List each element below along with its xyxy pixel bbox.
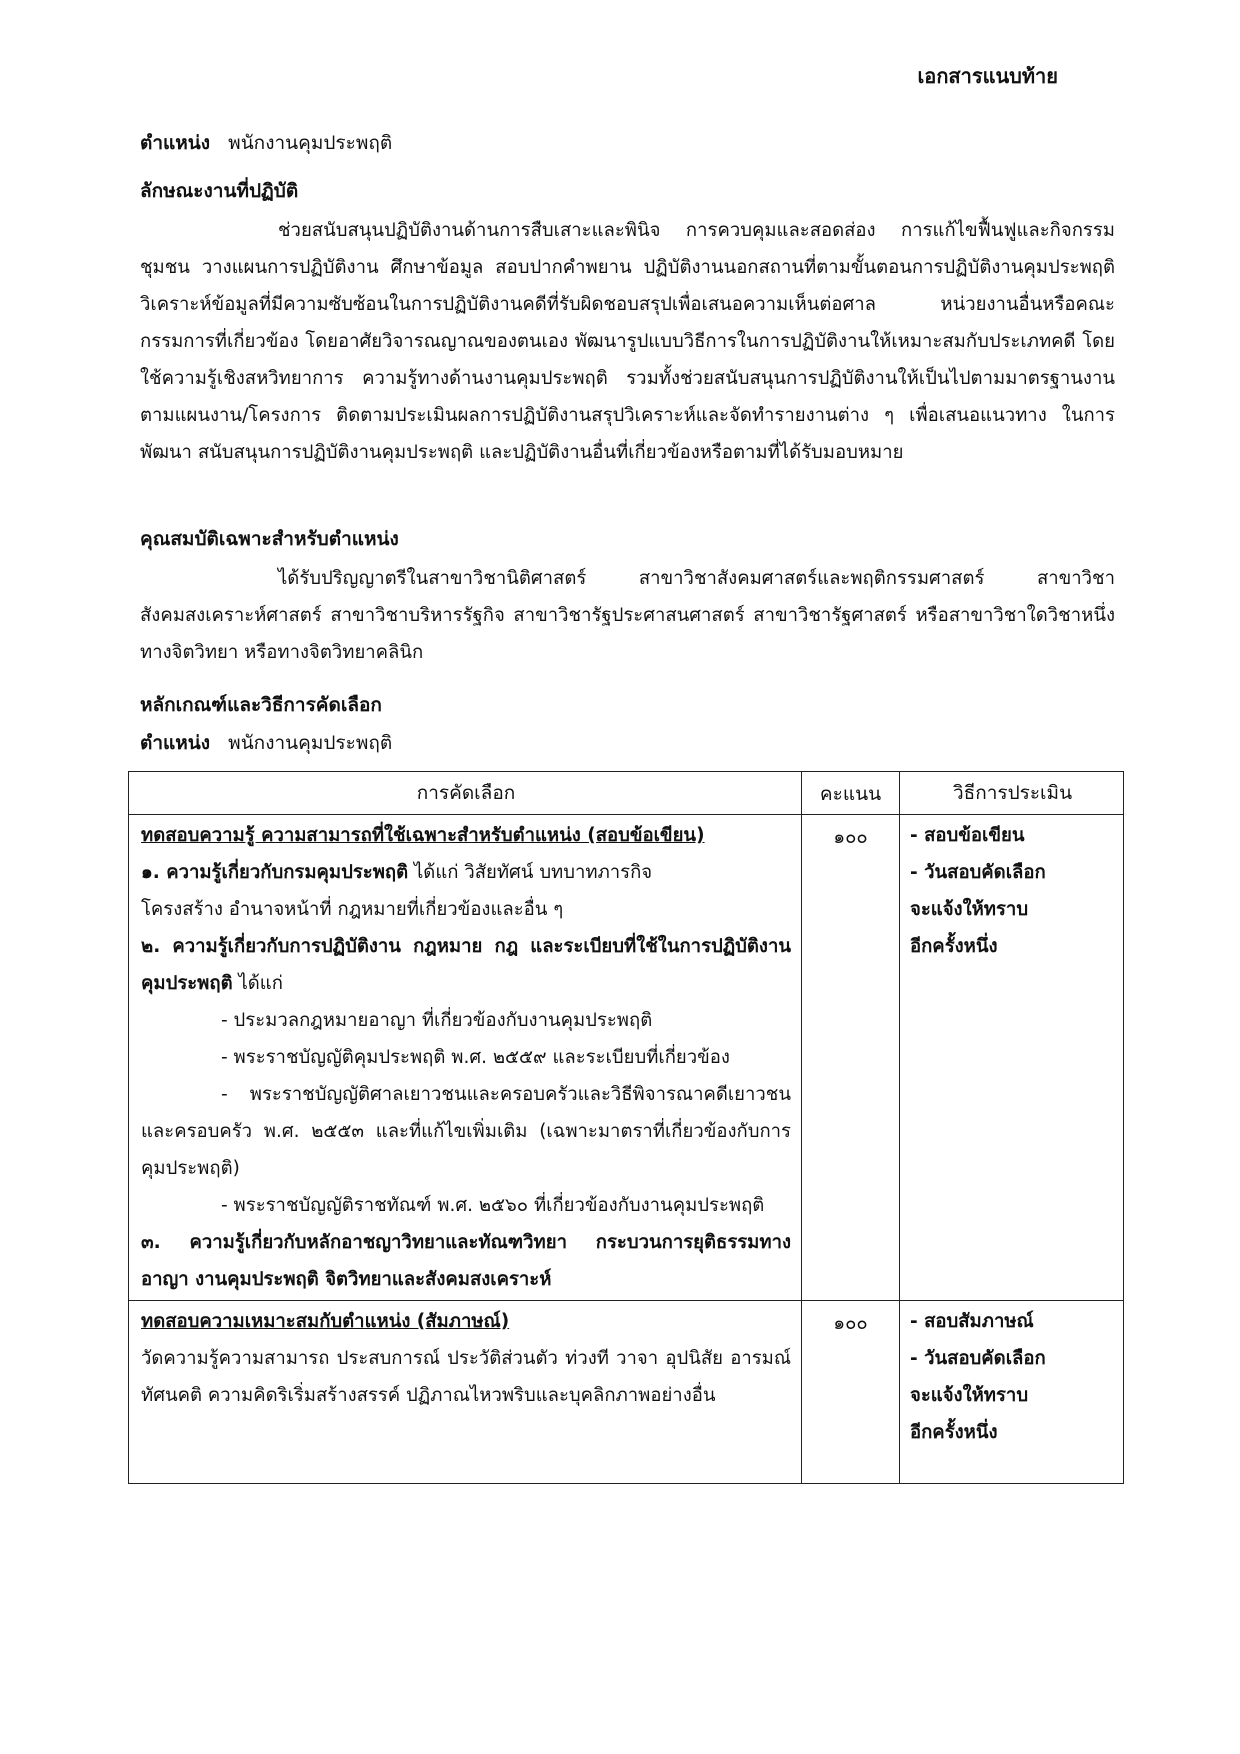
item1-rest: ได้แก่ วิสัยทัศน์ บทบาทภารกิจ <box>408 862 653 883</box>
method-line: จะแจ้งให้ทราบ <box>910 1385 1029 1406</box>
item1-title: ๑. ความรู้เกี่ยวกับกรมคุมประพฤติ <box>141 862 409 883</box>
item1 <box>141 854 791 891</box>
interview-cell <box>129 1301 802 1484</box>
written-exam-title: ทดสอบความรู้ ความสามารถที่ใช้เฉพาะสำหรับตำแหน่ง (สอบข้อเขียน) <box>141 825 705 846</box>
item3: ๓. ความรู้เกี่ยวกับหลักอาชญาวิทยาและทัณฑวิทยา กระบวนการยุติธรรมทางอาญา งานคุมประพฤติ จิตวิทยาและสังคมสงเคราะห์ <box>141 1232 791 1290</box>
criteria-heading: หลักเกณฑ์และวิธีการคัดเลือก <box>140 694 382 716</box>
method-line: จะแจ้งให้ทราบ <box>910 899 1029 920</box>
qualifications-heading: คุณสมบัติเฉพาะสำหรับตำแหน่ง <box>140 528 399 550</box>
header-method: วิธีการประเมิน <box>900 772 1124 815</box>
position-line <box>140 128 392 158</box>
method-line: - วันสอบคัดเลือก <box>910 1348 1046 1369</box>
table-row <box>129 815 1124 1301</box>
criteria-position-value: พนักงานคุมประพฤติ <box>228 732 393 754</box>
duties-text: ช่วยสนับสนุนปฏิบัติงานด้านการสืบเสาะและพินิจ การควบคุมและสอดส่อง การแก้ไขฟื้นฟูและกิจกรรมชุมชน วางแผนการปฏิบัติงาน ศึกษาข้อมูล สอบปากคำพยาน ปฏิบัติงานนอกสถานที่ตามขั้นตอนการปฏิบัติงานคุมประพฤติ วิเคราะห์ข้อมูลที่มีความซับซ้อนในการปฏิบัติงานคดีที่รับผิดชอบสรุปเพื่อเสนอความเห็นต่อศาล หน่วยงานอื่นหรือคณะกรรมการที่เกี่ยวข้อง โดยอาศัยวิจารณญาณของตนเอง พัฒนารูปแบบวิธีการในการปฏิบัติงานให้เหมาะสมกับประเภทคดี โดยใช้ความรู้เชิงสหวิทยาการ ความรู้ทางด้านงานคุมประพฤติ รวมทั้งช่วยสนับสนุนการปฏิบัติงานให้เป็นไปตามมาตรฐานงาน ตามแผนงาน/โครงการ ติดตามประเมินผลการปฏิบัติงานสรุปวิเคราะห์และจัดทำรายงานต่าง ๆ เพื่อเสนอแนวทาง ในการพัฒนา สนับสนุนการปฏิบัติงานคุมประพฤติ และปฏิบัติงานอื่นที่เกี่ยวข้องหรือตามที่ได้รับมอบหมาย <box>140 220 1115 463</box>
interview-title: ทดสอบความเหมาะสมกับตำแหน่ง (สัมภาษณ์) <box>141 1311 510 1332</box>
item2-title: ๒. ความรู้เกี่ยวกับการปฏิบัติงาน กฎหมาย กฎ และระเบียบที่ใช้ในการปฏิบัติงานคุมประพฤติ <box>141 936 791 994</box>
table-row <box>129 1301 1124 1484</box>
qualifications-text: ได้รับปริญญาตรีในสาขาวิชานิติศาสตร์ สาขาวิชาสังคมศาสตร์และพฤติกรรมศาสตร์ สาขาวิชาสังคมสงเคราะห์ศาสตร์ สาขาวิชาบริหารรัฐกิจ สาขาวิชารัฐประศาสนศาสตร์ สาขาวิชารัฐศาสตร์ หรือสาขาวิชาใดวิชาหนึ่งทางจิตวิทยา หรือทางจิตวิทยาคลินิก <box>140 568 1115 663</box>
law-item: - พระราชบัญญัติศาลเยาวชนและครอบครัวและวิธีพิจารณาคดีเยาวชนและครอบครัว พ.ศ. ๒๕๕๓ และที่แก้ไขเพิ่มเติม (เฉพาะมาตราที่เกี่ยวข้องกับการคุมประพฤติ) <box>141 1084 791 1179</box>
written-exam-cell <box>129 815 802 1301</box>
method-line: อีกครั้งหนึ่ง <box>910 936 998 957</box>
method-line: - สอบข้อเขียน <box>910 825 1025 846</box>
interview-method <box>900 1301 1124 1484</box>
interview-score: ๑๐๐ <box>802 1301 900 1484</box>
annex-label: เอกสารแนบท้าย <box>917 64 1058 88</box>
method-line: - สอบสัมภาษณ์ <box>910 1311 1034 1332</box>
header-score: คะแนน <box>802 772 900 815</box>
item2-rest: ได้แก่ <box>232 973 283 994</box>
criteria-position-label: ตำแหน่ง <box>140 732 211 754</box>
law-item: - พระราชบัญญัติราชทัณฑ์ พ.ศ. ๒๕๖๐ ที่เกี่ยวข้องกับงานคุมประพฤติ <box>221 1195 765 1216</box>
written-exam-method <box>900 815 1124 1301</box>
duties-heading: ลักษณะงานที่ปฏิบัติ <box>140 180 299 202</box>
method-line: - วันสอบคัดเลือก <box>910 862 1046 883</box>
selection-table <box>128 771 1124 1484</box>
table-header-row <box>129 772 1124 815</box>
item2 <box>141 928 791 1002</box>
interview-text: วัดความรู้ความสามารถ ประสบการณ์ ประวัติส่วนตัว ท่วงที วาจา อุปนิสัย อารมณ์ ทัศนคติ ความคิดริเริ่มสร้างสรรค์ ปฏิภาณไหวพริบและบุคลิกภาพอย่างอื่น <box>141 1348 791 1406</box>
criteria-position-line <box>140 728 392 758</box>
law-item: - ประมวลกฎหมายอาญา ที่เกี่ยวข้องกับงานคุมประพฤติ <box>221 1010 653 1031</box>
item1-line2: โครงสร้าง อำนาจหน้าที่ กฎหมายที่เกี่ยวข้องและอื่น ๆ <box>141 899 564 920</box>
position-label: ตำแหน่ง <box>140 132 211 154</box>
header-selection: การคัดเลือก <box>129 772 802 815</box>
position-value: พนักงานคุมประพฤติ <box>228 132 393 154</box>
law-item: - พระราชบัญญัติคุมประพฤติ พ.ศ. ๒๕๕๙ และระเบียบที่เกี่ยวข้อง <box>221 1047 730 1068</box>
written-exam-score: ๑๐๐ <box>802 815 900 1301</box>
method-line: อีกครั้งหนึ่ง <box>910 1422 998 1443</box>
